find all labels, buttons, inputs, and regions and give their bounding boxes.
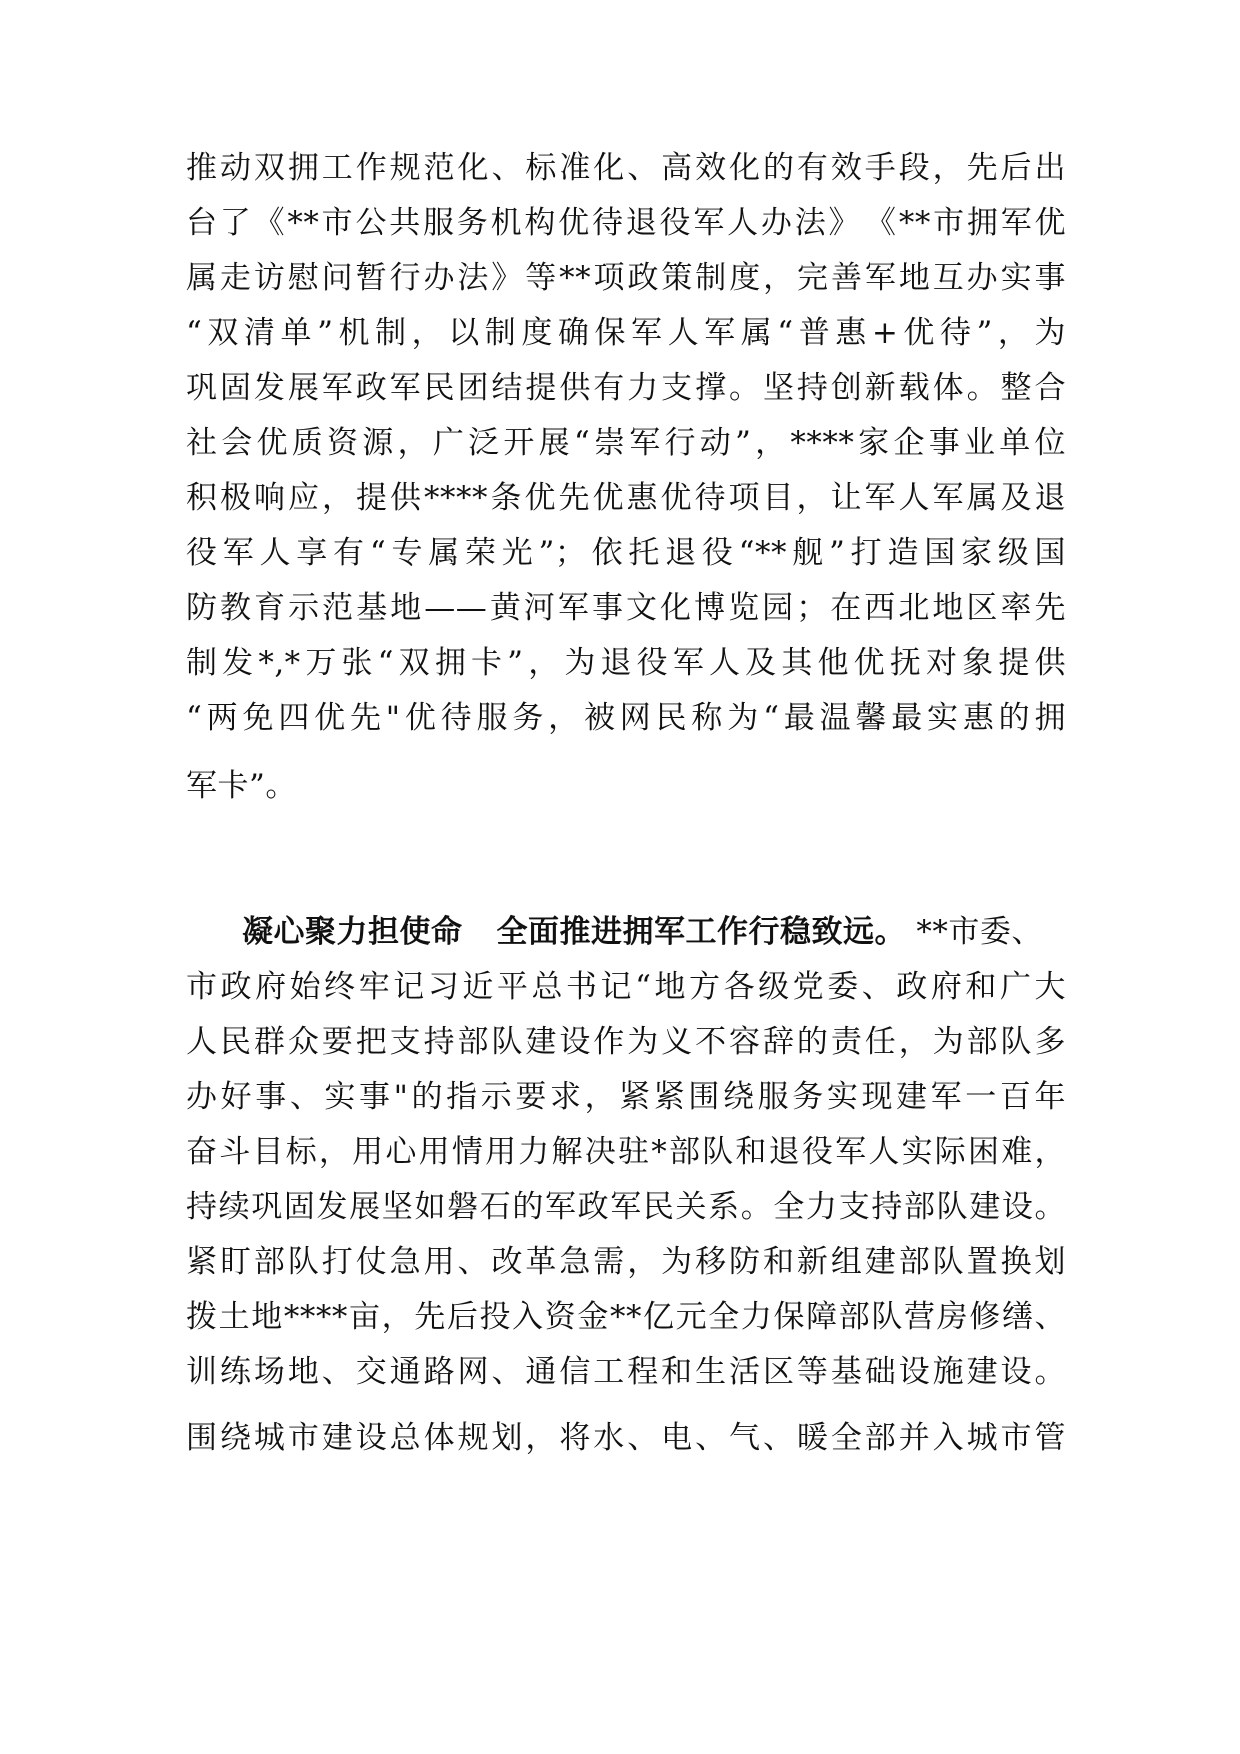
text-line: “两免四优先"优待服务，被网民称为“最温馨最实惠的拥 xyxy=(186,700,1066,736)
text-line: 围绕城市建设总体规划，将水、电、气、暖全部并入城市管 xyxy=(186,1420,1066,1456)
text-line: 役军人享有“专属荣光”；依托退役“**舰”打造国家级国 xyxy=(186,535,1066,571)
text-line: 奋斗目标，用心用情用力解决驻*部队和退役军人实际困难， xyxy=(186,1134,1066,1170)
text-line: 属走访慰问暂行办法》等**项政策制度，完善军地互办实事 xyxy=(186,260,1066,296)
section-heading-line xyxy=(186,912,1066,952)
text-line: 积极响应，提供****条优先优惠优待项目，让军人军属及退 xyxy=(186,480,1066,516)
section-heading xyxy=(186,914,906,950)
text-line: 社会优质资源，广泛开展“崇军行动”，****家企事业单位 xyxy=(186,425,1066,461)
text-line: 紧盯部队打仗急用、改革急需，为移防和新组建部队置换划 xyxy=(186,1244,1066,1280)
text-line: 持续巩固发展坚如磐石的军政军民关系。全力支持部队建设。 xyxy=(186,1189,1066,1225)
text-line: 防教育示范基地——黄河军事文化博览园；在西北地区率先 xyxy=(186,590,1066,626)
text-line: 办好事、实事"的指示要求，紧紧围绕服务实现建军一百年 xyxy=(186,1079,1066,1115)
text-line: 军卡”。 xyxy=(186,768,297,804)
text-line: “双清单”机制，以制度确保军人军属“普惠+优待”，为 xyxy=(186,315,1066,351)
text-line: 训练场地、交通路网、通信工程和生活区等基础设施建设。 xyxy=(186,1354,1066,1390)
text-line: 推动双拥工作规范化、标准化、高效化的有效手段，先后出 xyxy=(186,150,1066,186)
text-line: 台了《**市公共服务机构优待退役军人办法》 《**市拥军优 xyxy=(186,205,1066,241)
heading-part-1: 凝心聚力担使命 xyxy=(242,914,463,950)
heading-part-2: 全面推进拥军工作行稳致远。 xyxy=(496,914,906,950)
heading-tail-text: **市委、 xyxy=(916,914,1043,950)
text-line: 拨土地****亩，先后投入资金**亿元全力保障部队营房修缮、 xyxy=(186,1299,1066,1335)
text-line: 人民群众要把支持部队建设作为义不容辞的责任，为部队多 xyxy=(186,1024,1066,1060)
text-line: 市政府始终牢记习近平总书记“地方各级党委、政府和广大 xyxy=(186,969,1066,1005)
text-line: 制发*,*万张“双拥卡”，为退役军人及其他优抚对象提供 xyxy=(186,645,1066,681)
text-line: 巩固发展军政军民团结提供有力支撑。坚持创新载体。整合 xyxy=(186,370,1066,406)
